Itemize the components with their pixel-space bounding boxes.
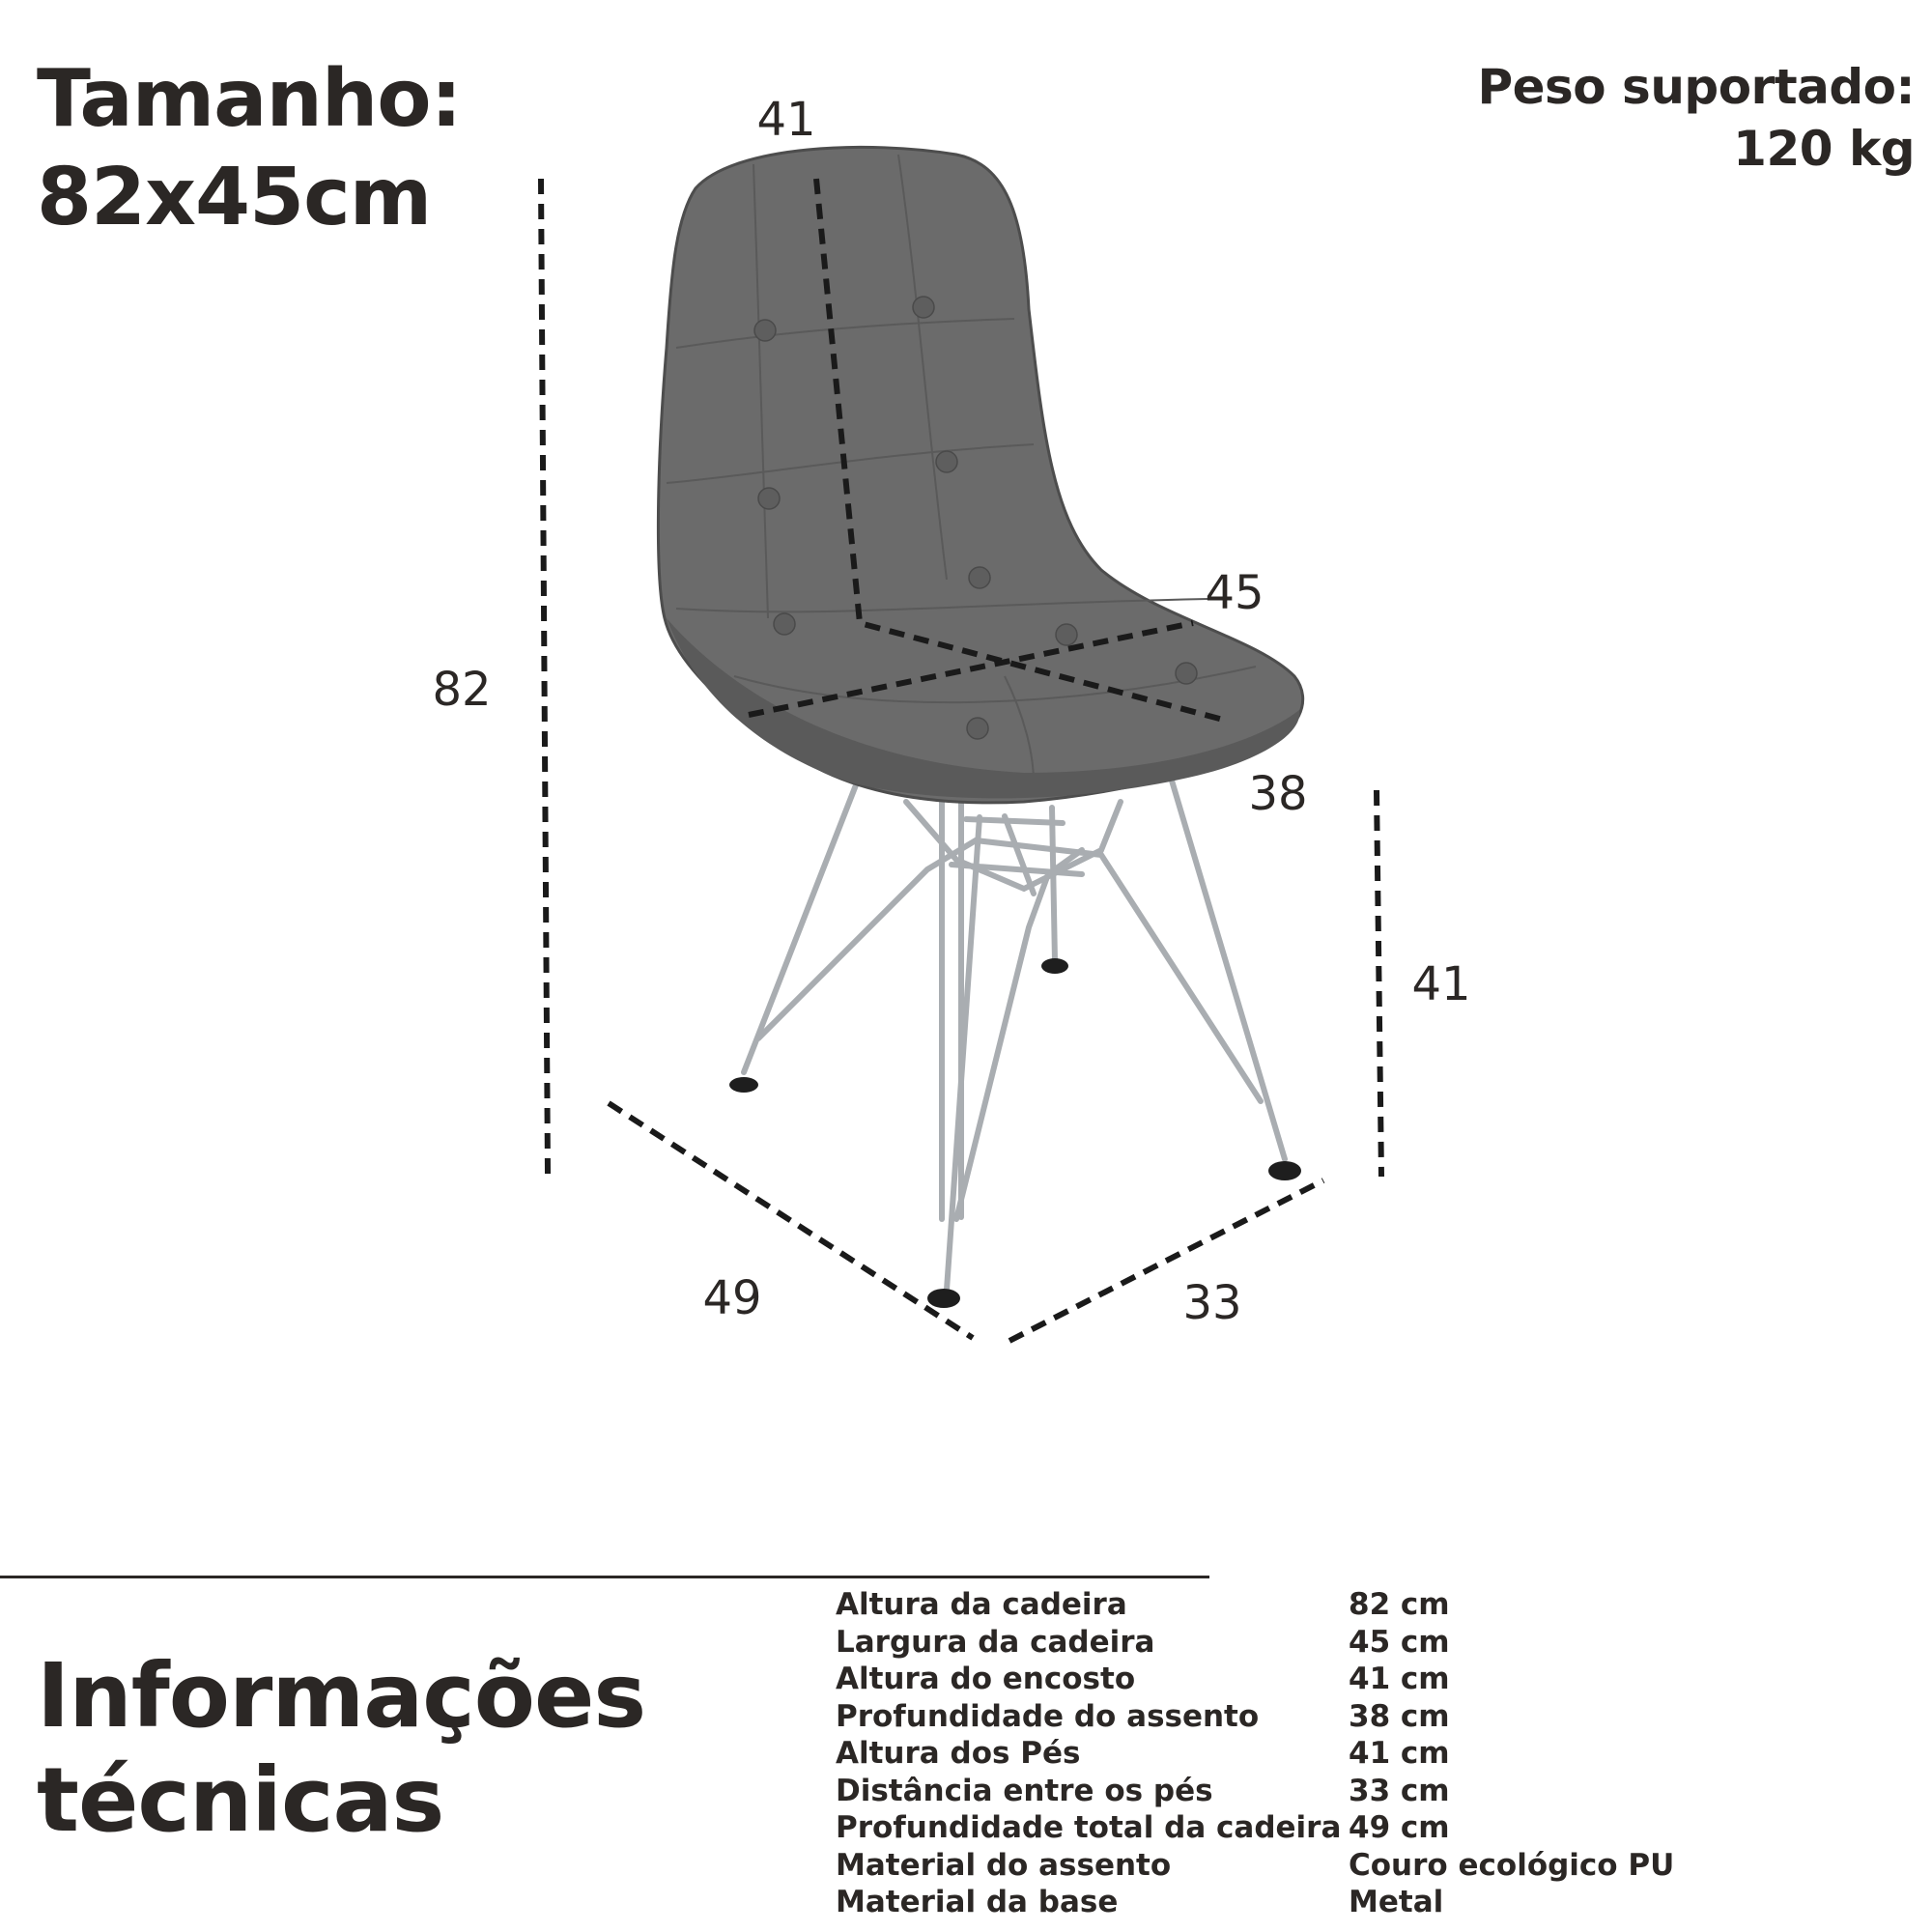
spec-label: Material da base (836, 1885, 1119, 1919)
leg-height-label: 41 (1411, 957, 1471, 1011)
feet-distance-label: 33 (1182, 1276, 1242, 1330)
total-height-label: 82 (432, 663, 492, 717)
spec-label: Profundidade do assento (836, 1698, 1260, 1734)
spec-value: 82 cm (1349, 1587, 1450, 1622)
back-width-label: 41 (756, 93, 816, 147)
seat-width-label: 45 (1205, 566, 1264, 620)
spec-table (836, 1586, 1674, 1921)
chair-feet (729, 958, 1301, 1308)
section-divider (0, 1576, 1209, 1578)
spec-value: 49 cm (1349, 1810, 1450, 1845)
spec-row (836, 1624, 1674, 1662)
spec-row (836, 1735, 1674, 1773)
spec-value: 33 cm (1349, 1773, 1450, 1808)
info-title (37, 1644, 645, 1853)
spec-value: 41 cm (1349, 1736, 1450, 1771)
spec-label: Distância entre os pés (836, 1773, 1213, 1808)
spec-label: Altura do encosto (836, 1662, 1136, 1696)
spec-value: 45 cm (1349, 1624, 1450, 1660)
spec-label: Profundidade total da cadeira (836, 1810, 1342, 1845)
spec-row (836, 1884, 1674, 1921)
spec-row (836, 1698, 1674, 1736)
spec-label: Largura da cadeira (836, 1624, 1155, 1660)
spec-value: 38 cm (1349, 1698, 1450, 1734)
seat-depth-label: 38 (1248, 767, 1308, 821)
spec-row (836, 1809, 1674, 1847)
size-value: 82x45cm (37, 152, 432, 243)
spec-row (836, 1661, 1674, 1698)
spec-row (836, 1586, 1674, 1624)
spec-row (836, 1773, 1674, 1810)
spec-label: Altura dos Pés (836, 1736, 1081, 1771)
chair-base (744, 778, 1285, 1290)
spec-value: Metal (1349, 1885, 1444, 1919)
spec-value: Couro ecológico PU (1349, 1847, 1675, 1883)
size-label: Tamanho: (37, 53, 462, 145)
spec-row (836, 1847, 1674, 1885)
total-depth-label: 49 (702, 1271, 762, 1325)
spec-value: 41 cm (1349, 1662, 1450, 1696)
chair-seat (658, 147, 1302, 803)
weight-label: Peso suportado: (1477, 59, 1915, 115)
info-title-line2: técnicas (37, 1748, 444, 1852)
spec-label: Altura da cadeira (836, 1587, 1127, 1622)
info-title-line1: Informações (37, 1644, 646, 1747)
weight-value: 120 kg (1733, 121, 1915, 177)
spec-label: Material do assento (836, 1847, 1172, 1883)
